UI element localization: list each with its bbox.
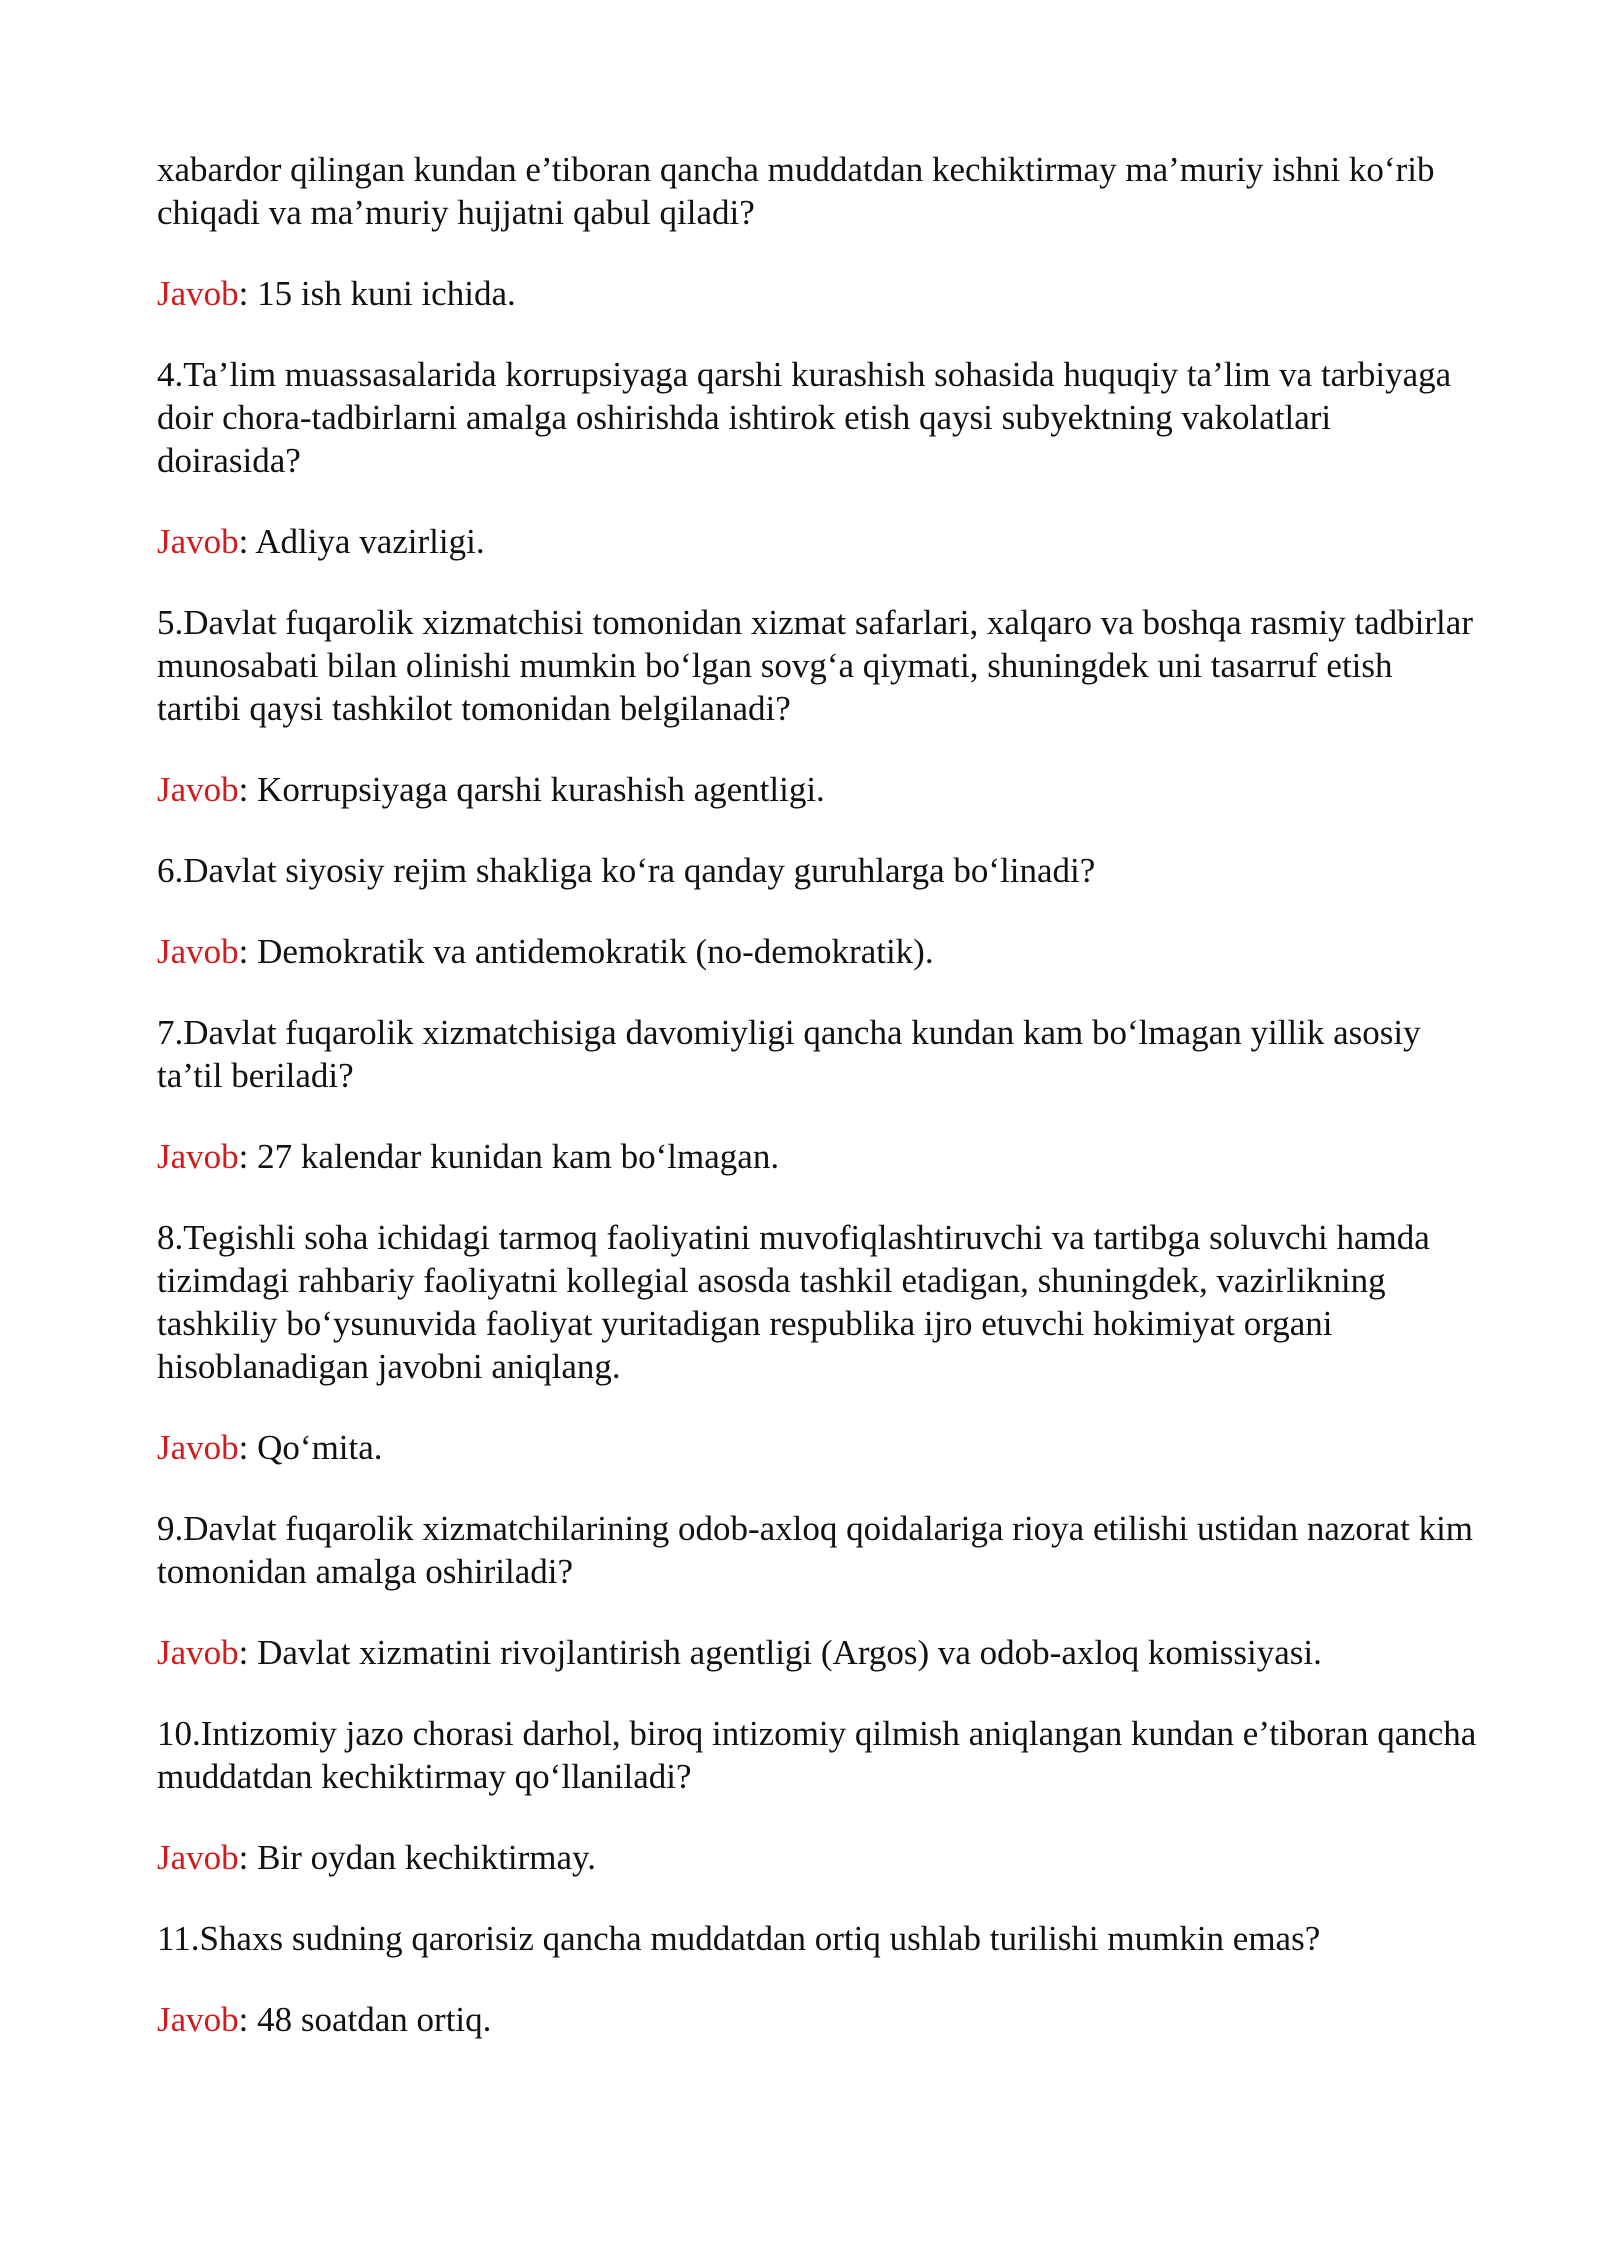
question-9: 9.Davlat fuqarolik xizmatchilarining odob-axloq qoidalariga rioya etilishi ustidan nazorat kim tomonidan amalga oshiriladi? [157,1509,1474,1591]
answer-label: Javob [157,2000,239,2039]
answer-text: Adliya vazirligi. [255,522,485,561]
answer-5: Javob: Korrupsiyaga qarshi kurashish agentligi. [157,770,825,809]
answer-label: Javob [157,932,239,971]
answer-3: Javob: 15 ish kuni ichida. [157,274,516,313]
question-5: 5.Davlat fuqarolik xizmatchisi tomonidan xizmat safarlari, xalqaro va boshqa rasmiy tadbirlar munosabati bilan olinishi mumkin bo‘lgan sovg‘a qiymati, shuningdek uni tasarruf etish tartibi qaysi tashkilot tomonidan belgilanadi? [157,603,1473,728]
answer-9: Javob: Davlat xizmatini rivojlantirish agentligi (Argos) va odob-axloq komissiyasi. [157,1633,1322,1672]
answer-label: Javob [157,1838,239,1877]
answer-label: Javob [157,1633,239,1672]
answer-label: Javob [157,522,239,561]
question-8: 8.Tegishli soha ichidagi tarmoq faoliyatini muvofiqlashtiruvchi va tartibga soluvchi hamda tizimdagi rahbariy faoliyatni kollegial asosda tashkil etadigan, shuningdek, vazirlikning tashkiliy bo‘ysunuvida faoliyat yuritadigan respublika ijro etuvchi hokimiyat organi hisoblanadigan javobni aniqlang. [157,1218,1430,1386]
answer-text: 15 ish kuni ichida. [257,274,516,313]
qa-list [157,148,1477,2079]
question-6: 6.Davlat siyosiy rejim shakliga ko‘ra qanday guruhlarga bo‘linadi? [157,851,1096,890]
answer-10: Javob: Bir oydan kechiktirmay. [157,1838,597,1877]
answer-6: Javob: Demokratik va antidemokratik (no-demokratik). [157,932,934,971]
answer-text: 27 kalendar kunidan kam bo‘lmagan. [257,1137,780,1176]
answer-label: Javob [157,274,239,313]
question-10: 10.Intizomiy jazo chorasi darhol, biroq intizomiy qilmish aniqlangan kundan e’tiboran qancha muddatdan kechiktirmay qo‘llaniladi? [157,1714,1477,1796]
answer-8: Javob: Qo‘mita. [157,1428,383,1467]
answer-text: Davlat xizmatini rivojlantirish agentligi (Argos) va odob-axloq komissiyasi. [257,1633,1322,1672]
answer-text: Demokratik va antidemokratik (no-demokratik). [257,932,934,971]
answer-text: Korrupsiyaga qarshi kurashish agentligi. [257,770,825,809]
question-4: 4.Ta’lim muassasalarida korrupsiyaga qarshi kurashish sohasida huquqiy ta’lim va tarbiyaga doir chora-tadbirlarni amalga oshirishda ishtirok etish qaysi subyektning vakolatlari doirasida? [157,355,1452,480]
answer-text: Qo‘mita. [257,1428,383,1467]
question-7: 7.Davlat fuqarolik xizmatchisiga davomiyligi qancha kundan kam bo‘lmagan yillik asosiy ta’til beriladi? [157,1013,1421,1095]
answer-text: Bir oydan kechiktirmay. [257,1838,597,1877]
answer-4: Javob: Adliya vazirligi. [157,522,485,561]
question-11: 11.Shaxs sudning qarorisiz qancha muddatdan ortiq ushlab turilishi mumkin emas? [157,1919,1321,1958]
answer-label: Javob [157,1428,239,1467]
answer-11: Javob: 48 soatdan ortiq. [157,2000,492,2039]
answer-label: Javob [157,770,239,809]
answer-text: 48 soatdan ortiq. [257,2000,492,2039]
answer-7: Javob: 27 kalendar kunidan kam bo‘lmagan. [157,1137,780,1176]
answer-label: Javob [157,1137,239,1176]
question-3-continued: xabardor qilingan kundan e’tiboran qancha muddatdan kechiktirmay ma’muriy ishni ko‘rib chiqadi va ma’muriy hujjatni qabul qiladi? [157,150,1435,232]
